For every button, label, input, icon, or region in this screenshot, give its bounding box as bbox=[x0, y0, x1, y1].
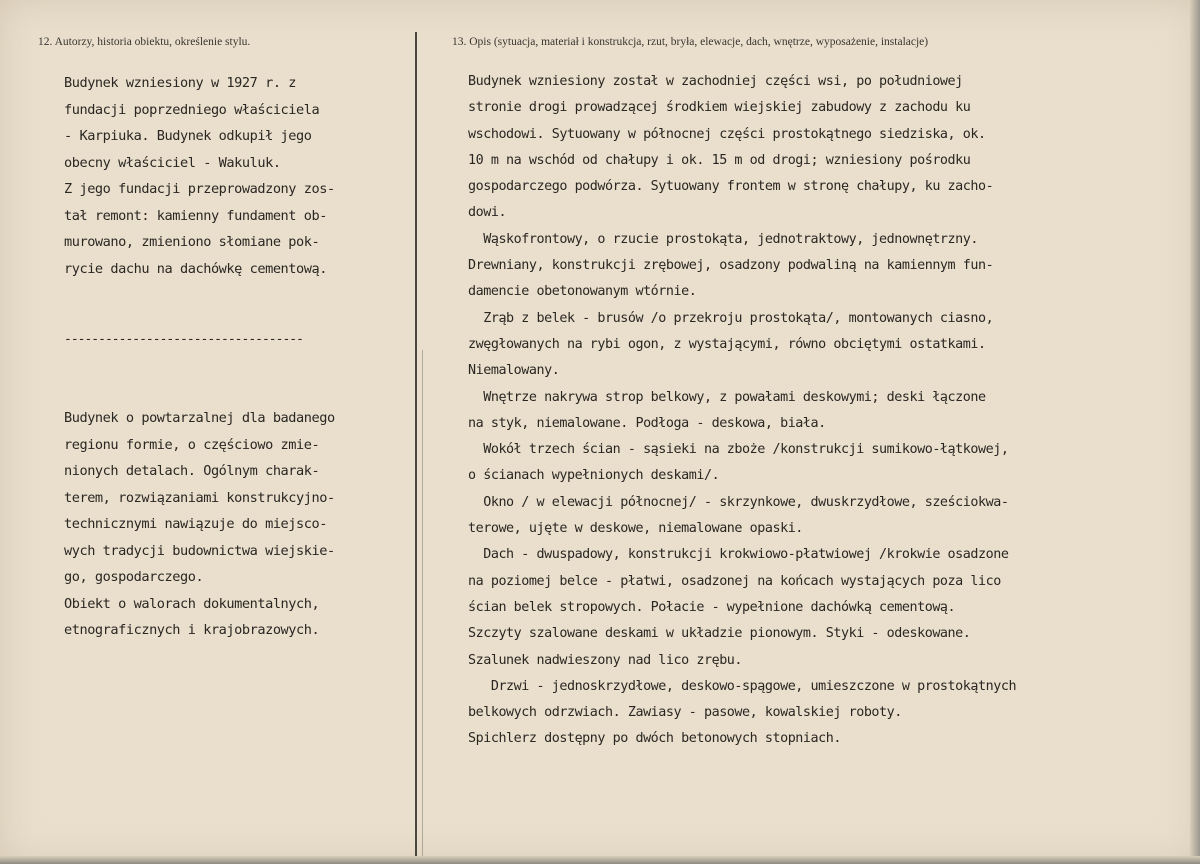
text-line: Szalunek nadwieszony nad lico zrębu. bbox=[468, 652, 743, 668]
description-text bbox=[468, 74, 1016, 758]
text-line: - Karpiuka. Budynek odkupił jego bbox=[64, 128, 312, 144]
text-line: Budynek wzniesiony w 1927 r. z bbox=[64, 75, 297, 91]
dashed-separator: ----------------------------------- bbox=[64, 332, 303, 347]
text-line: rycie dachu na dachówkę cementową. bbox=[64, 260, 327, 277]
text-line: murowano, zmieniono słomiane pok- bbox=[64, 234, 320, 250]
page-edge-bottom bbox=[0, 856, 1200, 864]
text-line: ścian belek stropowych. Połacie - wypełnione dachówką cementową. bbox=[468, 599, 956, 615]
text-line: Drzwi - jednoskrzydłowe, deskowo-spągowe, umieszczone w prostokątnych bbox=[468, 678, 1017, 694]
text-line: Niemalowany. bbox=[468, 363, 560, 379]
text-line: Budynek wzniesiony został w zachodniej części wsi, po południowej bbox=[468, 74, 963, 89]
text-line: na styk, niemalowane. Podłoga - deskowa, biała. bbox=[468, 415, 826, 431]
text-line: gospodarczego podwórza. Sytuowany frontem w stronę chałupy, ku zacho- bbox=[468, 179, 994, 195]
style-assessment-text bbox=[64, 410, 335, 649]
text-line: obecny właściciel - Wakuluk. bbox=[64, 154, 281, 171]
page-edge-right bbox=[1190, 0, 1200, 864]
text-line: terem, rozwiązaniami konstrukcyjno- bbox=[64, 489, 335, 506]
text-line: technicznymi nawiązuje do miejsco- bbox=[64, 516, 327, 532]
text-line: wschodowi. Sytuowany w północnej części prostokątnego siedziska, ok. bbox=[468, 126, 986, 142]
text-line: Szczyty szalowane deskami w układzie pionowym. Styki - odeskowane. bbox=[468, 626, 971, 642]
text-line: terowe, ujęte w deskowe, niemalowane opaski. bbox=[468, 521, 803, 537]
text-line: Wnętrze nakrywa strop belkowy, z powałami deskowymi; deski łączone bbox=[468, 389, 986, 405]
text-line: tał remont: kamienny fundament ob- bbox=[64, 207, 327, 224]
text-line: damencie obetonowanym wtórnie. bbox=[468, 284, 697, 300]
text-line: Okno / w elewacji północnej/ - skrzynkowe, dwuskrzydłowe, sześciokwa- bbox=[468, 494, 1009, 510]
text-line: belkowych odrzwiach. Zawiasy - pasowe, kowalskiej roboty. bbox=[468, 705, 902, 721]
text-line: Wąskofrontowy, o rzucie prostokąta, jednotraktowy, jednownętrzny. bbox=[468, 231, 978, 247]
text-line: Zrąb z belek - brusów /o przekroju prostokąta/, montowanych ciasno, bbox=[468, 310, 994, 326]
column-divider-shadow bbox=[422, 350, 423, 864]
section-12-heading: 12. Autorzy, historia obiektu, określenie stylu. bbox=[38, 36, 251, 48]
text-line: 10 m na wschód od chałupy i ok. 15 m od drogi; wzniesiony pośrodku bbox=[468, 152, 971, 168]
text-line: wych tradycji budownictwa wiejskie- bbox=[64, 542, 335, 559]
section-13-heading: 13. Opis (sytuacja, materiał i konstrukcja, rzut, bryła, elewacje, dach, wnętrze, wyposażenie, instalacje) bbox=[452, 36, 929, 48]
text-line: Budynek o powtarzalnej dla badanego bbox=[64, 410, 335, 426]
text-line: Wokół trzech ścian - sąsieki na zboże /konstrukcji sumikowo-łątkowej, bbox=[468, 442, 1009, 458]
text-line: Dach - dwuspadowy, konstrukcji krokwiowo-płatwiowej /krokwie osadzone bbox=[468, 547, 1009, 563]
history-text bbox=[64, 75, 335, 287]
text-line: na poziomej belce - płatwi, osadzonej na końcach wystających poza lico bbox=[468, 573, 1001, 589]
text-line: o ścianach wypełnionych deskami/. bbox=[468, 468, 720, 484]
text-line: stronie drogi prowadzącej środkiem wiejskiej zabudowy z zachodu ku bbox=[468, 100, 971, 116]
text-line: etnograficznych i krajobrazowych. bbox=[64, 622, 320, 638]
text-line: Obiekt o walorach dokumentalnych, bbox=[64, 595, 320, 612]
column-divider bbox=[415, 32, 417, 864]
text-line: Z jego fundacji przeprowadzony zos- bbox=[64, 181, 335, 197]
text-line: nionych detalach. Ogólnym charak- bbox=[64, 463, 320, 479]
text-line: zwęgłowanych na rybi ogon, z wystającymi, równo obciętymi ostatkami. bbox=[468, 336, 986, 352]
text-line: Spichlerz dostępny po dwóch betonowych stopniach. bbox=[468, 731, 841, 747]
text-line: dowi. bbox=[468, 205, 507, 221]
text-line: regionu formie, o częściowo zmie- bbox=[64, 436, 320, 453]
text-line: Drewniany, konstrukcji zrębowej, osadzony podwaliną na kamiennym fun- bbox=[468, 258, 994, 274]
text-line: fundacji poprzedniego właściciela bbox=[64, 101, 320, 118]
text-line: go, gospodarczego. bbox=[64, 569, 204, 585]
